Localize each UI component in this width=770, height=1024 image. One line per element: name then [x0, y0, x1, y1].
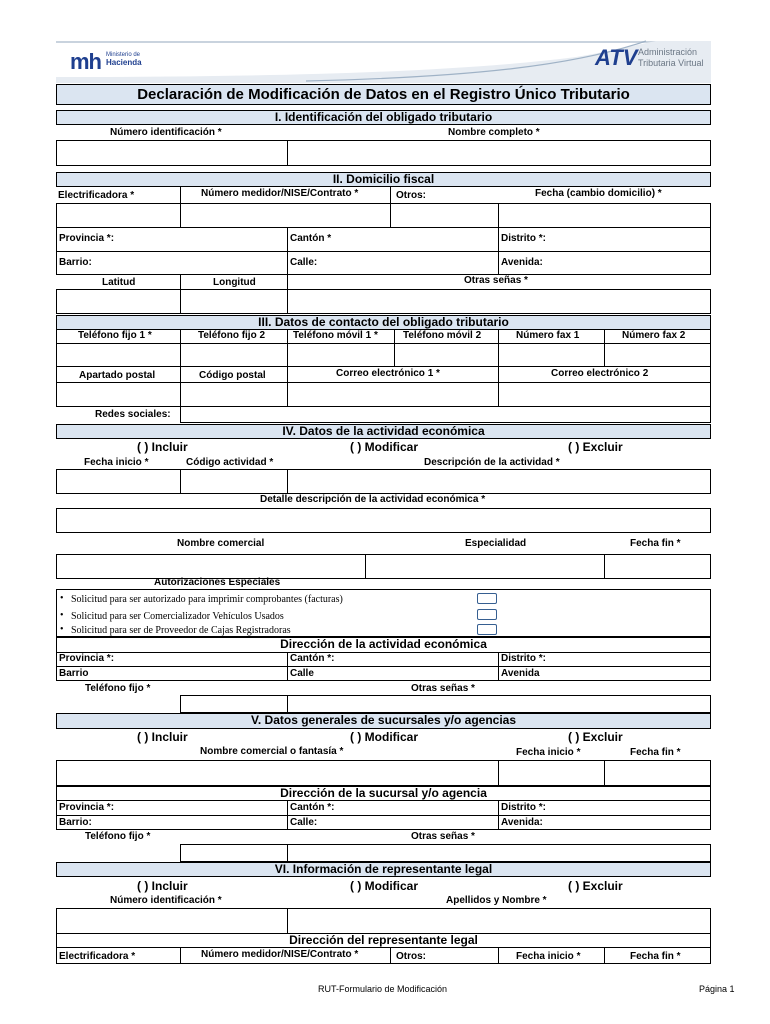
label-numero-identificacion-representante: Número identificación * — [110, 895, 222, 906]
divider — [394, 329, 395, 344]
option-excluir-actividad[interactable]: ( ) Excluir — [568, 440, 623, 454]
divider — [498, 800, 499, 830]
label-avenida-sucursal: Avenida: — [501, 817, 543, 828]
section-6-title: VI. Información de representante legal — [56, 862, 711, 877]
input-telefono-sucursal[interactable] — [180, 844, 288, 862]
option-excluir-representante[interactable]: ( ) Excluir — [568, 879, 623, 893]
input-fecha-inicio-actividad[interactable] — [56, 469, 181, 494]
checkbox-auth-imprimir-comprobantes[interactable] — [477, 593, 497, 604]
direccion-representante-title: Dirección del representante legal — [56, 933, 711, 948]
input-otros[interactable] — [390, 203, 499, 228]
hacienda-logo — [70, 49, 142, 75]
footer-form-name: RUT-Formulario de Modificación — [318, 984, 448, 994]
divider — [287, 329, 288, 344]
label-numero-medidor-representante: Número medidor/NISE/Contrato * — [201, 949, 359, 960]
option-modificar-representante[interactable]: ( ) Modificar — [350, 879, 418, 893]
label-barrio: Barrio: — [59, 257, 92, 268]
input-telefono-fijo-2[interactable] — [180, 343, 288, 367]
input-otras-senas-actividad[interactable] — [287, 695, 711, 713]
input-telefono-actividad[interactable] — [180, 695, 288, 713]
label-numero-fax-2: Número fax 2 — [622, 330, 686, 341]
divider — [180, 187, 181, 203]
label-latitud: Latitud — [102, 277, 136, 288]
label-numero-fax-1: Número fax 1 — [516, 330, 580, 341]
label-electrificadora-representante: Electrificadora * — [59, 951, 136, 962]
input-longitud[interactable] — [180, 289, 288, 314]
label-auth-cajas-registradoras: Solicitud para ser de Proveedor de Cajas Registradoras — [71, 625, 291, 636]
label-otras-senas-actividad: Otras señas * — [411, 683, 475, 694]
label-codigo-postal: Código postal — [199, 370, 266, 381]
divider — [390, 947, 391, 964]
input-latitud[interactable] — [56, 289, 181, 314]
divider — [180, 947, 181, 964]
label-avenida-actividad: Avenida — [501, 668, 540, 679]
label-distrito-sucursal: Distrito *: — [501, 802, 546, 813]
label-nombre-completo: Nombre completo * — [448, 127, 540, 138]
input-numero-identificacion[interactable] — [56, 140, 288, 166]
divider — [287, 366, 288, 383]
input-numero-fax-2[interactable] — [604, 343, 711, 367]
label-nombre-comercial-sucursal: Nombre comercial o fantasía * — [200, 746, 344, 757]
input-otras-senas[interactable] — [287, 289, 711, 314]
input-numero-identificacion-representante[interactable] — [56, 908, 288, 934]
label-longitud: Longitud — [213, 277, 256, 288]
input-fecha-fin-sucursal[interactable] — [604, 760, 711, 786]
label-otros: Otros: — [396, 190, 426, 201]
label-telefono-fijo-1: Teléfono fijo 1 * — [78, 330, 152, 341]
label-especialidad: Especialidad — [465, 538, 527, 549]
option-modificar-sucursal[interactable]: ( ) Modificar — [350, 730, 418, 744]
divider — [498, 366, 499, 383]
label-distrito-actividad: Distrito *: — [501, 653, 546, 664]
input-correo-2[interactable] — [498, 382, 711, 407]
option-incluir-sucursal[interactable]: ( ) Incluir — [137, 730, 188, 744]
label-otros-representante: Otros: — [396, 951, 426, 962]
bullet-auth-1: • — [60, 593, 64, 604]
input-telefono-movil-1[interactable] — [287, 343, 395, 367]
checkbox-auth-cajas-registradoras[interactable] — [477, 624, 497, 635]
section-5-title: V. Datos generales de sucursales y/o agencias — [56, 713, 711, 729]
label-apellidos-nombre: Apellidos y Nombre * — [446, 895, 547, 906]
label-correo-1: Correo electrónico 1 * — [336, 368, 440, 379]
label-provincia-actividad: Provincia *: — [59, 653, 115, 664]
header-banner — [56, 37, 711, 83]
label-calle-actividad: Calle — [290, 668, 314, 679]
input-fecha-inicio-sucursal[interactable] — [498, 760, 605, 786]
label-electrificadora: Electrificadora * — [58, 190, 135, 201]
label-barrio-sucursal: Barrio: — [59, 817, 92, 828]
label-barrio-actividad: Barrio — [59, 668, 89, 679]
label-descripcion-actividad: Descripción de la actividad * — [424, 457, 560, 468]
label-fecha-cambio-domicilio: Fecha (cambio domicilio) * — [535, 188, 662, 199]
input-otras-senas-sucursal[interactable] — [287, 844, 711, 862]
option-modificar-actividad[interactable]: ( ) Modificar — [350, 440, 418, 454]
option-excluir-sucursal[interactable]: ( ) Excluir — [568, 730, 623, 744]
direccion-sucursal-title: Dirección de la sucursal y/o agencia — [56, 786, 711, 801]
label-codigo-actividad: Código actividad * — [186, 457, 274, 468]
label-calle-sucursal: Calle: — [290, 817, 318, 828]
input-redes-sociales[interactable] — [180, 406, 711, 423]
divider — [56, 815, 711, 816]
section-1-title: I. Identificación del obligado tributario — [56, 110, 711, 125]
input-numero-medidor[interactable] — [180, 203, 391, 228]
label-telefono-movil-2: Teléfono móvil 2 — [403, 330, 482, 341]
input-telefono-movil-2[interactable] — [394, 343, 499, 367]
hacienda-logo-line2: Hacienda — [106, 58, 142, 67]
bullet-auth-2: • — [60, 610, 64, 621]
input-detalle-descripcion[interactable] — [56, 508, 711, 533]
input-calle[interactable] — [287, 251, 499, 275]
label-detalle-descripcion: Detalle descripción de la actividad económica * — [260, 494, 486, 505]
divider — [604, 329, 605, 344]
input-codigo-postal[interactable] — [180, 382, 288, 407]
label-canton: Cantón * — [290, 233, 332, 244]
label-provincia: Provincia *: — [59, 233, 115, 244]
label-autorizaciones-especiales: Autorizaciones Especiales — [154, 577, 281, 588]
atv-logo-line2: Tributaria Virtual — [638, 58, 704, 68]
label-provincia-sucursal: Provincia *: — [59, 802, 115, 813]
input-numero-fax-1[interactable] — [498, 343, 605, 367]
label-telefono-sucursal: Teléfono fijo * — [85, 831, 151, 842]
section-4-title: IV. Datos de la actividad económica — [56, 424, 711, 439]
label-fecha-inicio-sucursal: Fecha inicio * — [516, 747, 581, 758]
label-canton-sucursal: Cantón *: — [290, 802, 335, 813]
option-incluir-representante[interactable]: ( ) Incluir — [137, 879, 188, 893]
direccion-actividad-title: Dirección de la actividad económica — [56, 637, 711, 653]
input-correo-1[interactable] — [287, 382, 499, 407]
divider — [180, 275, 181, 289]
label-auth-imprimir-comprobantes: Solicitud para ser autorizado para imprimir comprobantes (facturas) — [71, 594, 343, 605]
divider — [180, 329, 181, 344]
input-fecha-fin-actividad[interactable] — [604, 554, 711, 579]
divider — [287, 652, 288, 681]
divider — [56, 666, 711, 667]
input-nombre-completo[interactable] — [287, 140, 711, 166]
label-nombre-comercial: Nombre comercial — [177, 538, 265, 549]
direccion-representante-row — [56, 947, 711, 964]
input-nombre-comercial[interactable] — [56, 554, 366, 579]
divider — [498, 652, 499, 681]
label-correo-2: Correo electrónico 2 — [551, 368, 649, 379]
input-nombre-comercial-sucursal[interactable] — [56, 760, 499, 786]
checkbox-auth-vehiculos-usados[interactable] — [477, 609, 497, 620]
input-especialidad[interactable] — [365, 554, 605, 579]
input-apellidos-nombre[interactable] — [287, 908, 711, 934]
hacienda-logo-line1: Ministerio de — [106, 52, 141, 58]
label-apartado-postal: Apartado postal — [79, 370, 156, 381]
label-fecha-fin-representante: Fecha fin * — [630, 951, 681, 962]
divider — [180, 366, 181, 383]
label-fecha-fin-sucursal: Fecha fin * — [630, 747, 681, 758]
label-fecha-fin-actividad: Fecha fin * — [630, 538, 681, 549]
label-calle: Calle: — [290, 257, 318, 268]
label-canton-actividad: Cantón *: — [290, 653, 335, 664]
input-apartado-postal[interactable] — [56, 382, 181, 407]
input-electrificadora[interactable] — [56, 203, 181, 228]
atv-logo-line1: Administración — [638, 47, 698, 57]
label-numero-identificacion: Número identificación * — [110, 127, 222, 138]
footer-page-number: Página 1 — [699, 984, 735, 994]
divider — [498, 329, 499, 344]
divider — [287, 275, 288, 289]
label-distrito: Distrito *: — [501, 233, 546, 244]
bullet-auth-3: • — [60, 624, 64, 635]
label-redes-sociales: Redes sociales: — [95, 409, 171, 420]
label-numero-medidor: Número medidor/NISE/Contrato * — [201, 188, 359, 199]
label-avenida: Avenida: — [501, 257, 543, 268]
label-telefono-actividad: Teléfono fijo * — [85, 683, 151, 694]
hacienda-logo-mark: mh — [70, 49, 101, 74]
input-descripcion-actividad[interactable] — [287, 469, 711, 494]
label-telefono-movil-1: Teléfono móvil 1 * — [293, 330, 378, 341]
page-title: Declaración de Modificación de Datos en el Registro Único Tributario — [56, 84, 711, 105]
atv-logo — [595, 43, 705, 73]
divider — [390, 187, 391, 203]
section-3-title: III. Datos de contacto del obligado tributario — [56, 315, 711, 330]
label-otras-senas: Otras señas * — [464, 275, 528, 286]
label-otras-senas-sucursal: Otras señas * — [411, 831, 475, 842]
atv-logo-mark: ATV — [595, 45, 638, 70]
input-codigo-actividad[interactable] — [180, 469, 288, 494]
label-fecha-inicio-representante: Fecha inicio * — [516, 951, 581, 962]
option-incluir-actividad[interactable]: ( ) Incluir — [137, 440, 188, 454]
divider — [604, 947, 605, 964]
contact-header-row — [56, 329, 711, 344]
label-auth-vehiculos-usados: Solicitud para ser Comercializador Vehículos Usados — [71, 611, 284, 622]
input-fecha-cambio-domicilio[interactable] — [498, 203, 711, 228]
label-fecha-inicio-actividad: Fecha inicio * — [84, 457, 149, 468]
input-telefono-fijo-1[interactable] — [56, 343, 181, 367]
label-telefono-fijo-2: Teléfono fijo 2 — [198, 330, 266, 341]
section-2-title: II. Domicilio fiscal — [56, 172, 711, 187]
divider — [287, 800, 288, 830]
divider — [498, 947, 499, 964]
